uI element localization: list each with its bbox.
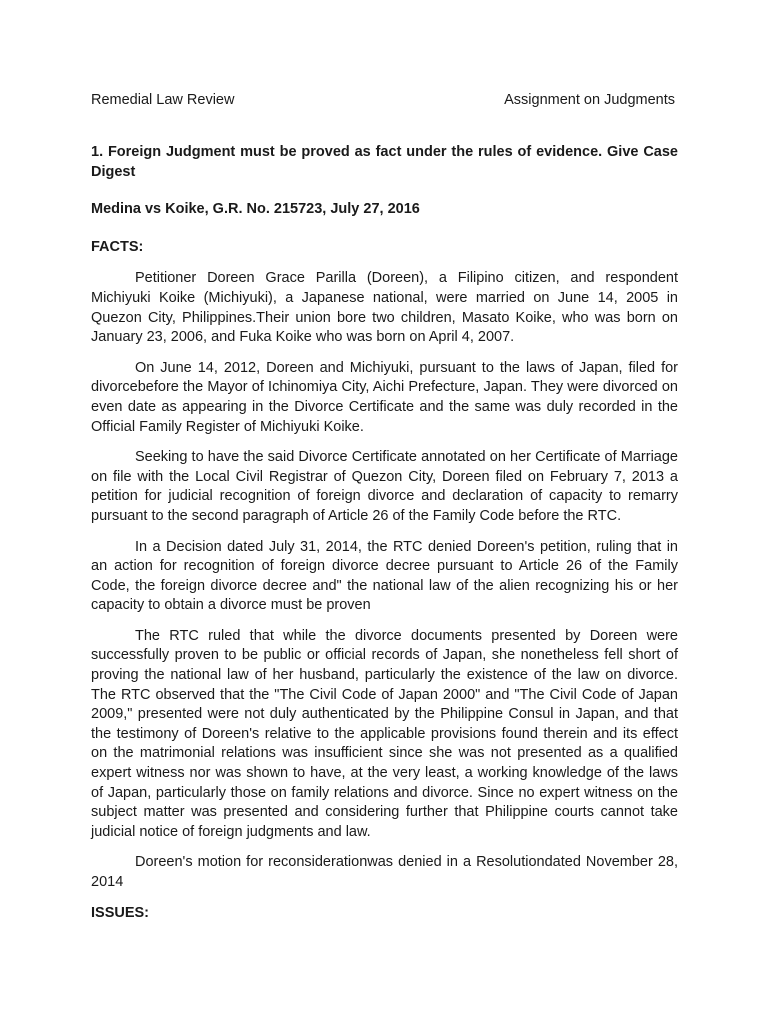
facts-paragraph-1: Petitioner Doreen Grace Parilla (Doreen), a Filipino citizen, and respondent Michiyuki Koike (Michiyuki), a Japanese national, were married on June 14, 2005 in Quezon City, Philippines.Their union bore two children, Masato Koike, who was born on January 23, 2006, and Fuka Koike who was born on April 4, 2007. <box>91 270 678 346</box>
header-course-title: Remedial Law Review <box>91 92 235 108</box>
facts-paragraph-3: Seeking to have the said Divorce Certificate annotated on her Certificate of Marriage on file with the Local Civil Registrar of Quezon City, Doreen filed on February 7, 2013 a petition for judicial recognition of foreign divorce and declaration of capacity to remarry pursuant to the second paragraph of Article 26 of the Family Code before the RTC. <box>91 449 678 524</box>
issues-heading: ISSUES: <box>91 904 150 921</box>
case-title: Medina vs Koike, G.R. No. 215723, July 27, 2016 <box>91 201 420 218</box>
document-body <box>91 143 678 935</box>
facts-paragraph-2: On June 14, 2012, Doreen and Michiyuki, pursuant to the laws of Japan, filed for divorcebefore the Mayor of Ichinomiya City, Aichi Prefecture, Japan. They were divorced on even date as appearing in the Divorce Certificate and the same was duly recorded in the Official Family Register of Michiyuki Koike. <box>91 359 678 435</box>
facts-paragraph-4: In a Decision dated July 31, 2014, the RTC denied Doreen's petition, ruling that in an action for recognition of foreign divorce decree pursuant to Article 26 of the Family Code, the foreign divorce decree and" the national law of the alien recognizing his or her capacity to obtain a divorce must be proven <box>91 538 678 614</box>
question-heading: 1. Foreign Judgment must be proved as fact under the rules of evidence. Give Case Digest <box>91 144 678 180</box>
facts-paragraph-5: The RTC ruled that while the divorce documents presented by Doreen were successfully proven to be public or official records of Japan, she nonetheless fell short of proving the national law of her husband, particularly the existence of the law on divorce. The RTC observed that the "The Civil Code of Japan 2000" and "The Civil Code of Japan 2009," presented were not duly authenticated by the Philippine Consul in Japan, and that the testimony of Doreen's relative to the applicable provisions found therein and its effect on the matrimonial relations was insufficient since she was not presented as a qualified expert witness nor was shown to have, at the very least, a working knowledge of the laws of Japan, particularly those on family relations and divorce. Since no expert witness on the subject matter was presented and considering further that Philippine courts cannot take judicial notice of foreign judgments and law. <box>91 627 678 840</box>
facts-heading: FACTS: <box>91 238 144 255</box>
header-assignment-title: Assignment on Judgments <box>504 92 675 108</box>
page-header <box>91 92 675 112</box>
facts-paragraph-6: Doreen's motion for reconsiderationwas denied in a Resolutiondated November 28, 2014 <box>91 854 678 890</box>
